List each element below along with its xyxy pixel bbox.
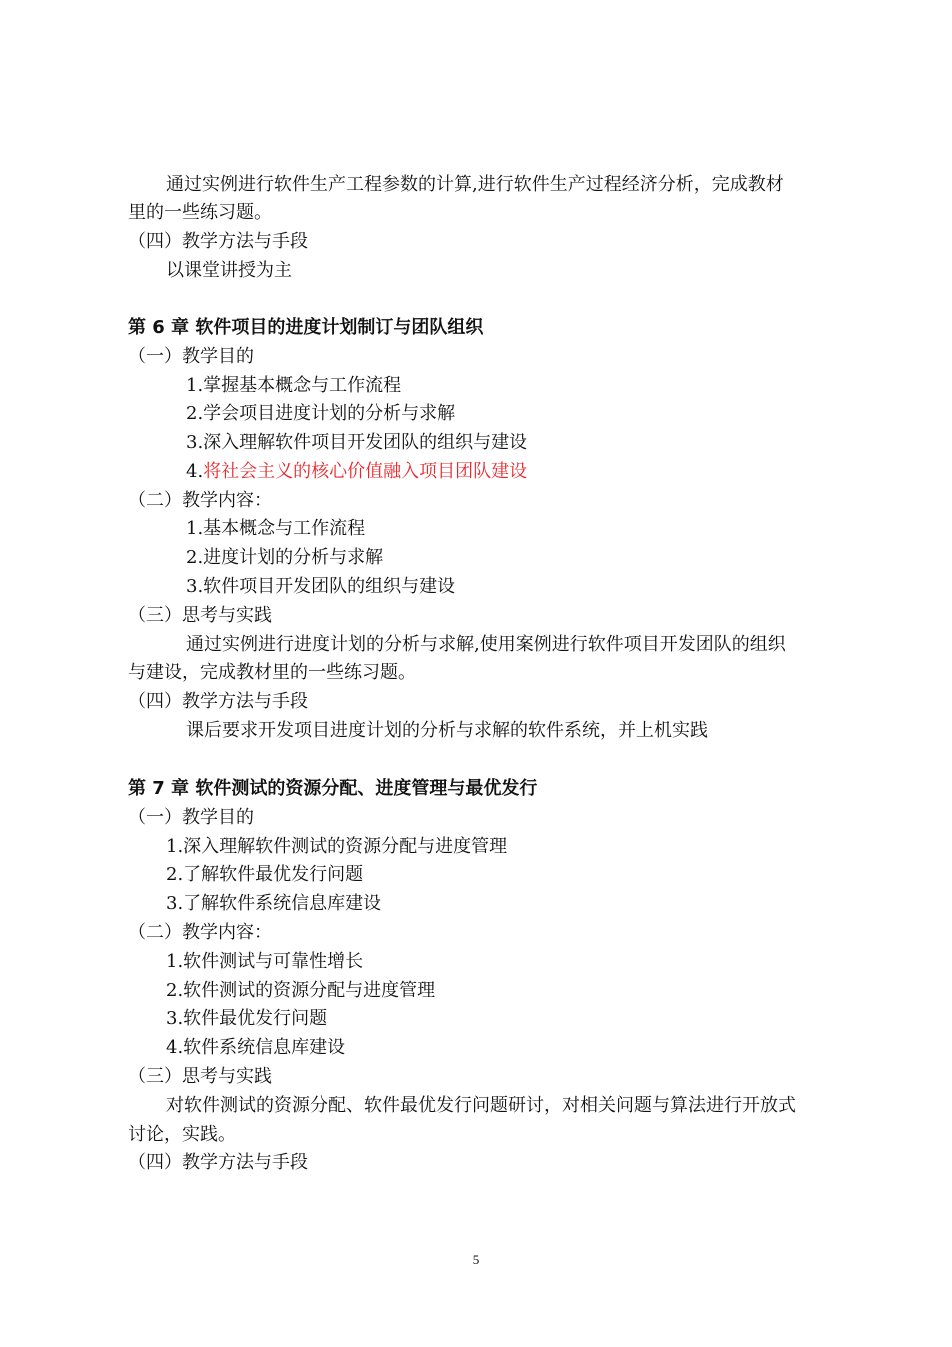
ch6-practice-heading: （三）思考与实践 (128, 605, 272, 626)
ch6-goal-2: 2.学会项目进度计划的分析与求解 (186, 403, 456, 424)
ch6-goal-4 (186, 459, 527, 485)
ch7-practice-line2: 讨论，实践。 (128, 1124, 236, 1145)
ch6-goal-1: 1.掌握基本概念与工作流程 (186, 375, 402, 396)
ch6-goal-heading: （一）教学目的 (128, 346, 254, 367)
s5-method-text: 以课堂讲授为主 (166, 260, 292, 281)
ch7-content-4: 4.软件系统信息库建设 (166, 1037, 346, 1058)
ch6-practice-line2: 与建设，完成教材里的一些练习题。 (128, 662, 416, 683)
ch6-content-heading: （二）教学内容： (128, 490, 272, 511)
ch6-method-heading: （四）教学方法与手段 (128, 691, 308, 712)
chapter6-title: 第 6 章 软件项目的进度计划制订与团队组织 (128, 317, 484, 338)
ch6-goal-4-number: 4. (186, 461, 204, 482)
ch7-practice-line1: 对软件测试的资源分配、软件最优发行问题研讨，对相关问题与算法进行开放式 (166, 1095, 796, 1116)
ch7-goal-2: 2.了解软件最优发行问题 (166, 864, 364, 885)
s5-practice-line1: 通过实例进行软件生产工程参数的计算,进行软件生产过程经济分析，完成教材 (166, 174, 784, 195)
ch7-content-2: 2.软件测试的资源分配与进度管理 (166, 980, 436, 1001)
ch7-method-heading: （四）教学方法与手段 (128, 1152, 308, 1173)
ch7-practice-heading: （三）思考与实践 (128, 1066, 272, 1087)
ch7-content-heading: （二）教学内容： (128, 922, 272, 943)
ch6-method-text: 课后要求开发项目进度计划的分析与求解的软件系统，并上机实践 (186, 720, 708, 741)
ch6-practice-line1: 通过实例进行进度计划的分析与求解,使用案例进行软件项目开发团队的组织 (186, 634, 786, 655)
ch6-goal-3: 3.深入理解软件项目开发团队的组织与建设 (186, 432, 528, 453)
ch6-content-3: 3.软件项目开发团队的组织与建设 (186, 576, 456, 597)
chapter7-title: 第 7 章 软件测试的资源分配、进度管理与最优发行 (128, 778, 538, 799)
ch6-goal-4-highlight: 将社会主义的核心价值融入项目团队建设 (203, 461, 528, 482)
ch7-goal-3: 3.了解软件系统信息库建设 (166, 893, 382, 914)
page-number: 5 (472, 1252, 480, 1267)
ch7-goal-1: 1.深入理解软件测试的资源分配与进度管理 (166, 836, 508, 857)
ch7-content-3: 3.软件最优发行问题 (166, 1008, 328, 1029)
s5-method-heading: （四）教学方法与手段 (128, 231, 308, 252)
ch7-goal-heading: （一）教学目的 (128, 807, 254, 828)
ch6-content-2: 2.进度计划的分析与求解 (186, 547, 384, 568)
ch6-content-1: 1.基本概念与工作流程 (186, 518, 366, 539)
s5-practice-line2: 里的一些练习题。 (128, 202, 272, 223)
ch7-content-1: 1.软件测试与可靠性增长 (166, 951, 364, 972)
